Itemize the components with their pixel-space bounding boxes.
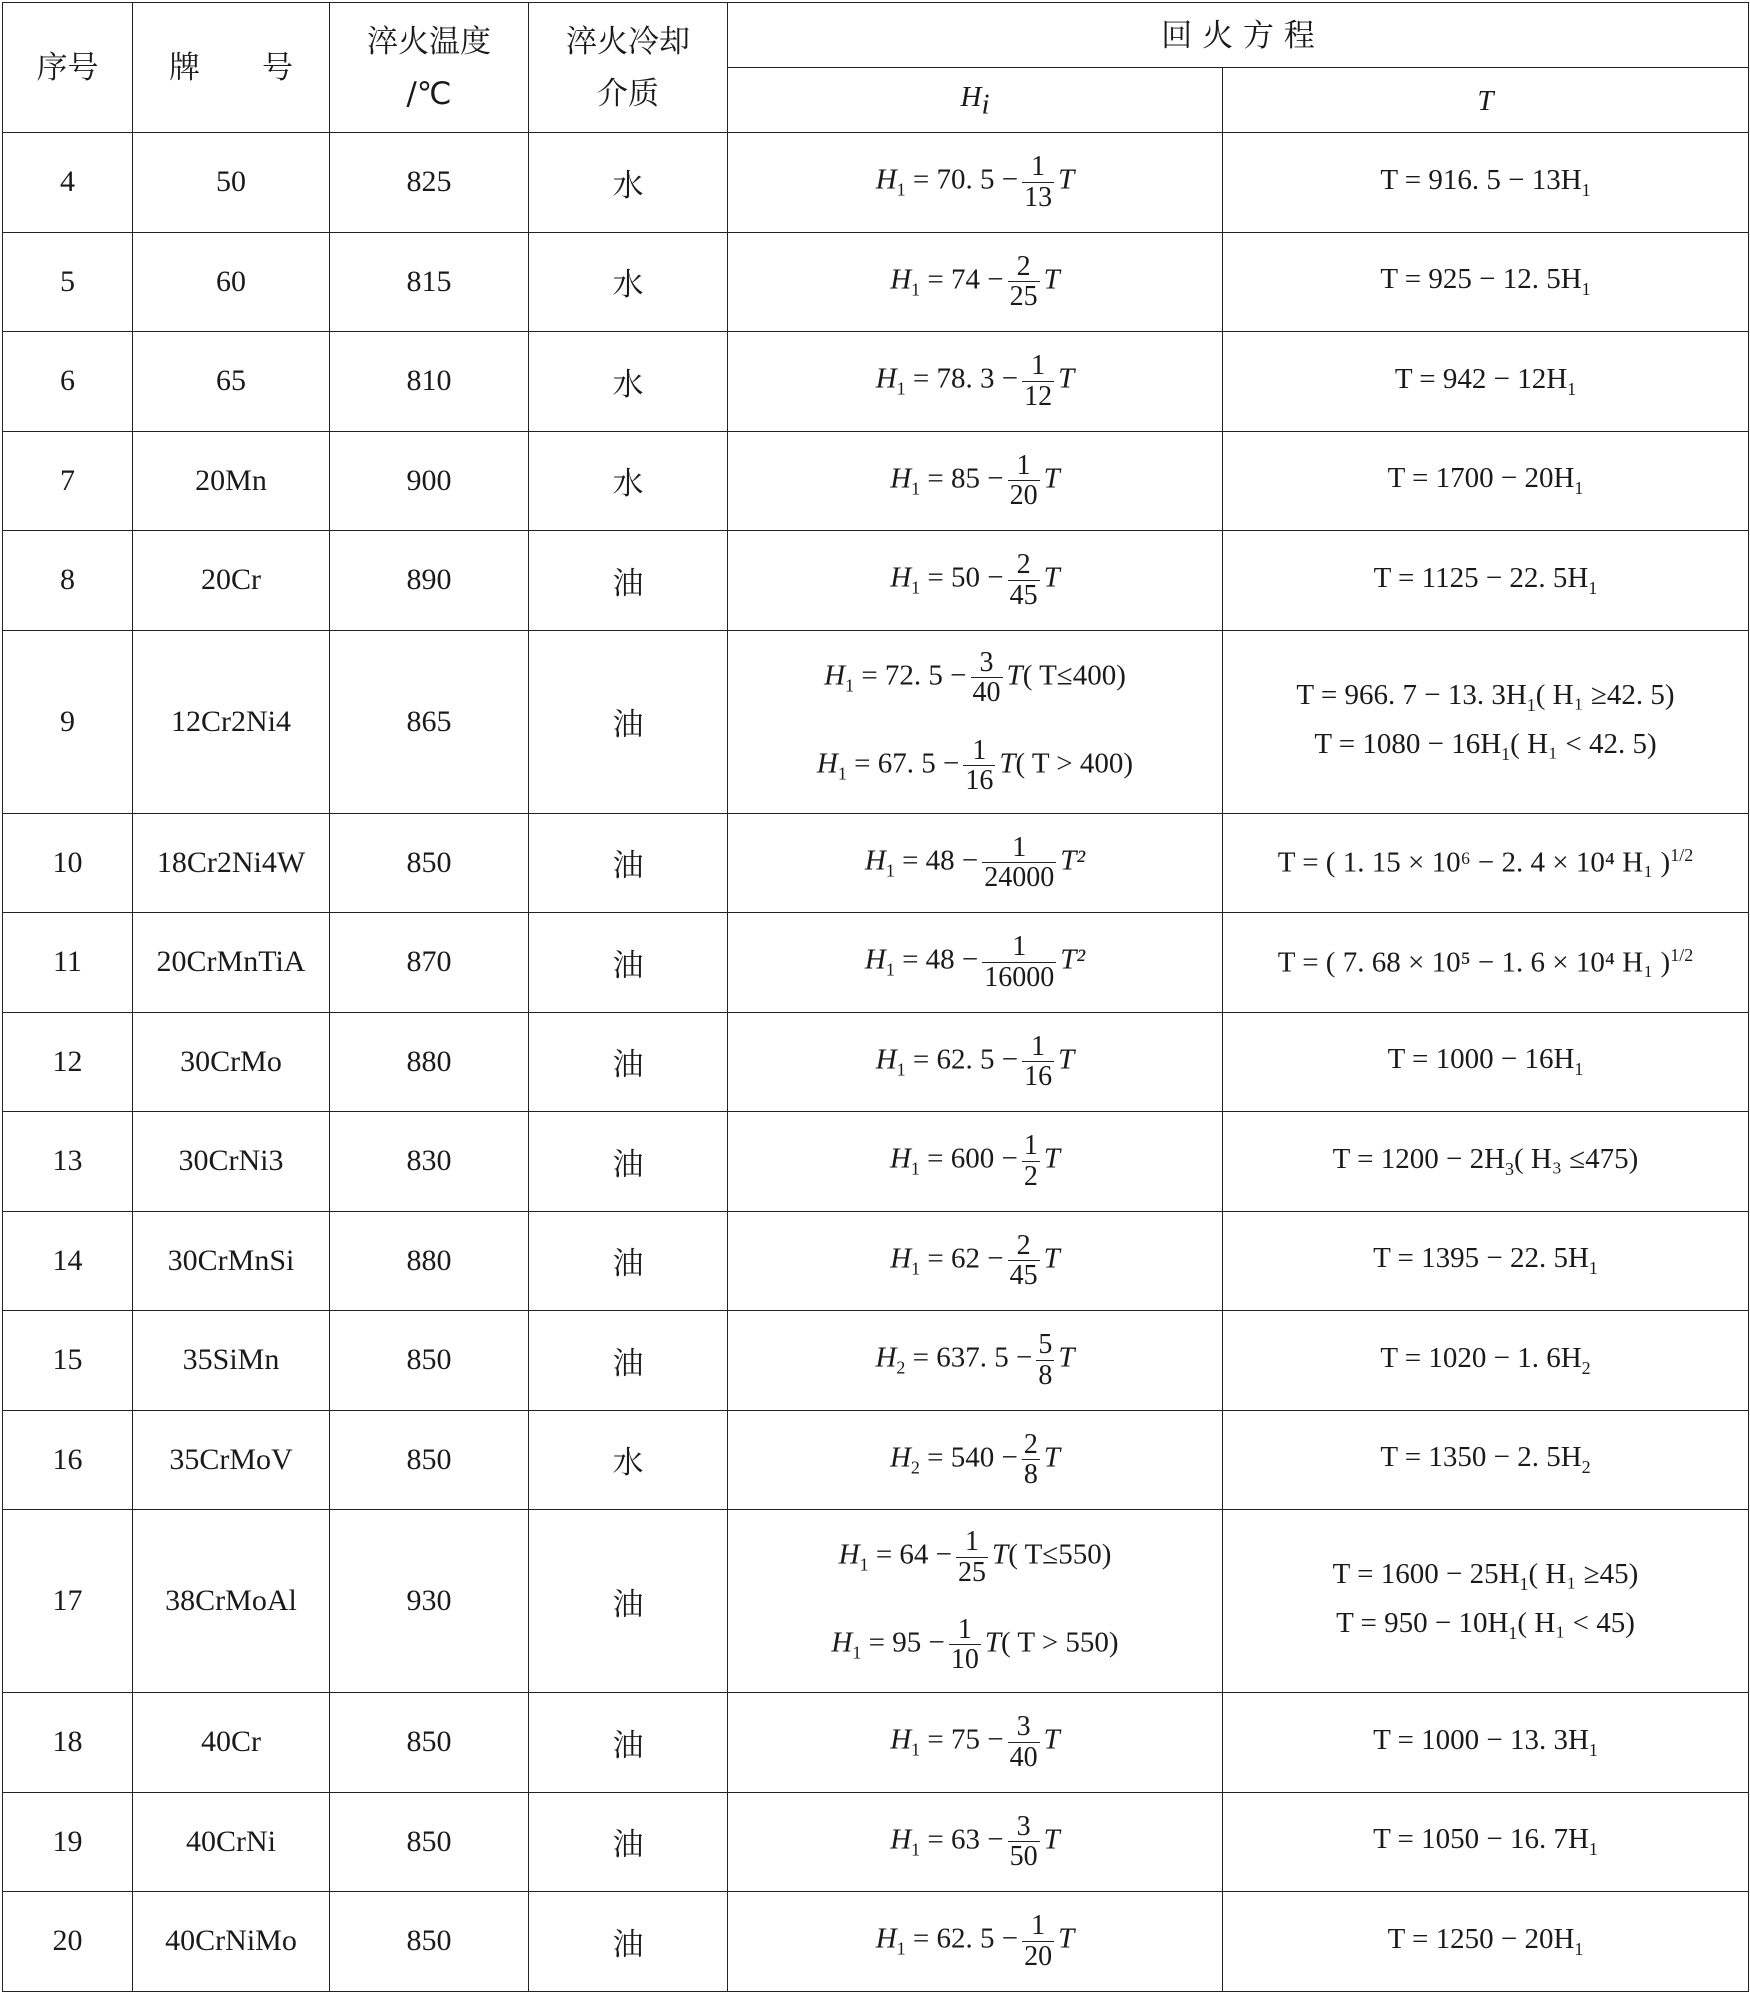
quench-temp-cell bbox=[330, 531, 529, 631]
quench-temp-cell-text: 890 bbox=[406, 563, 452, 597]
header-tempering-equation: 回 火 方 程 bbox=[728, 3, 1749, 68]
t-equation: $T = 1000 - 16H_1$ bbox=[1387, 1043, 1584, 1080]
cooling-medium-cell bbox=[529, 1012, 728, 1112]
cooling-medium-cell bbox=[529, 1792, 728, 1892]
cooling-medium-cell-text: 油 bbox=[612, 1727, 644, 1764]
seq-cell bbox=[3, 1211, 133, 1311]
quench-temp-cell bbox=[330, 332, 529, 432]
hi-equation: $H_1 = 75$ − $\frac{3}{40}$ T bbox=[890, 1711, 1060, 1773]
grade-cell bbox=[133, 630, 330, 813]
t-equation: T = 916. $5 - 13H_1$ bbox=[1380, 163, 1591, 200]
hi-equation: $H_1 = 50$ − $\frac{2}{45}$ T bbox=[890, 549, 1060, 611]
fraction: $\frac{1}{10}$ bbox=[950, 1614, 979, 1676]
hi-equation-cell bbox=[728, 332, 1223, 432]
grade-cell-text: 20CrMnTiA bbox=[156, 945, 306, 979]
cooling-medium-cell-text: 油 bbox=[612, 1047, 644, 1084]
cooling-medium-cell-text: 油 bbox=[612, 707, 644, 743]
quench-temp-cell bbox=[330, 1211, 529, 1311]
t-equation-cell bbox=[1223, 1693, 1749, 1793]
seq-cell bbox=[3, 1311, 133, 1411]
seq-cell bbox=[3, 1792, 133, 1892]
quench-temp-cell bbox=[330, 1311, 529, 1411]
cooling-medium-cell-text: 油 bbox=[612, 1345, 644, 1382]
grade-cell-text: 40CrNi bbox=[186, 1824, 276, 1858]
grade-cell bbox=[133, 1892, 330, 1992]
grade-cell-text: 20Mn bbox=[195, 463, 267, 497]
grade-cell bbox=[133, 531, 330, 631]
cooling-medium-cell-text: 油 bbox=[612, 565, 644, 602]
hi-equation-cell bbox=[728, 1792, 1223, 1892]
cooling-medium-cell bbox=[529, 431, 728, 531]
table-row bbox=[3, 913, 1749, 1013]
quench-temp-cell-text: 825 bbox=[406, 165, 452, 199]
table-row bbox=[3, 1112, 1749, 1212]
cooling-medium-cell-text: 水 bbox=[612, 466, 644, 503]
fraction: $\frac{1}{13}$ bbox=[1024, 151, 1053, 213]
grade-cell-text: 38CrMoAl bbox=[165, 1584, 297, 1617]
seq-cell-text: 19 bbox=[52, 1824, 83, 1858]
grade-cell-text: 50 bbox=[216, 165, 246, 199]
grade-cell-text: 30CrMo bbox=[180, 1044, 282, 1078]
quench-temp-cell-text: 850 bbox=[406, 1924, 452, 1958]
cooling-medium-cell-text: 油 bbox=[612, 947, 644, 984]
quench-temp-cell bbox=[330, 232, 529, 332]
hi-equation-cell bbox=[728, 1410, 1223, 1510]
t-equation-cell bbox=[1223, 332, 1749, 432]
t-equation-cell bbox=[1223, 1311, 1749, 1411]
fraction: $\frac{2}{8}$ bbox=[1023, 1428, 1038, 1491]
seq-cell-text: 17 bbox=[52, 1584, 83, 1617]
seq-cell-text: 18 bbox=[52, 1725, 83, 1759]
quench-temp-cell bbox=[330, 813, 529, 913]
fraction: $\frac{1}{16}$ bbox=[965, 734, 994, 796]
hi-equation: $H_1 = 62$. 5 − $\frac{1}{20}$ T bbox=[875, 1910, 1075, 1972]
cooling-medium-cell-text: 油 bbox=[612, 1926, 644, 1963]
t-equation-cell bbox=[1223, 133, 1749, 233]
fraction: $\frac{2}{25}$ bbox=[1009, 250, 1038, 313]
t-equation: T = 1350 − 2. $5H_2$ bbox=[1380, 1441, 1591, 1478]
hi-equation-cell bbox=[728, 232, 1223, 332]
grade-cell bbox=[133, 1510, 330, 1693]
header-cooling-medium: 淬火冷却 介质 bbox=[529, 3, 728, 133]
quench-temp-cell bbox=[330, 913, 529, 1013]
hi-equation: $H_1 = 85$ − $\frac{1}{20}$ T bbox=[890, 449, 1060, 512]
seq-cell-text: 13 bbox=[52, 1144, 83, 1178]
t-equation: T = 1125 − 22. $5H_1$ bbox=[1373, 561, 1598, 598]
seq-cell bbox=[3, 1510, 133, 1693]
seq-cell-text: 4 bbox=[60, 165, 75, 199]
grade-cell-text: 40CrNiMo bbox=[165, 1924, 297, 1958]
seq-cell bbox=[3, 813, 133, 913]
t-equation-cell bbox=[1223, 1410, 1749, 1510]
cooling-medium-cell-text: 油 bbox=[612, 1827, 644, 1864]
fraction: $\frac{1}{25}$ bbox=[958, 1526, 987, 1588]
cooling-medium-cell-text: 油 bbox=[612, 1246, 644, 1283]
grade-cell bbox=[133, 133, 330, 233]
seq-cell-text: 10 bbox=[52, 845, 83, 879]
grade-cell-text: 40Cr bbox=[201, 1725, 261, 1759]
header-hi: $H_i$ bbox=[728, 68, 1223, 133]
grade-cell bbox=[133, 332, 330, 432]
hi-equation-cell bbox=[728, 1693, 1223, 1793]
table-row bbox=[3, 332, 1749, 432]
table-row bbox=[3, 431, 1749, 531]
hi-equation-cell bbox=[728, 1510, 1223, 1693]
t-equation: T = 1000 − 13. $3H_1$ bbox=[1373, 1723, 1598, 1760]
table-row bbox=[3, 1792, 1749, 1892]
t-equation-cell bbox=[1223, 1510, 1749, 1693]
hi-equation: $H_1 = 48$ − $\frac{1}{16000}$ T² bbox=[864, 931, 1086, 993]
hi-equation-cell bbox=[728, 1211, 1223, 1311]
grade-cell-text: 12Cr2Ni4 bbox=[171, 704, 291, 738]
t-equation: $T = 1700 - 20H_1$ bbox=[1387, 462, 1584, 499]
grade-cell-text: 65 bbox=[216, 364, 246, 398]
table-row bbox=[3, 1012, 1749, 1112]
hi-equation-cell bbox=[728, 1892, 1223, 1992]
t-equation-cell bbox=[1223, 1792, 1749, 1892]
table-row bbox=[3, 1211, 1749, 1311]
grade-cell bbox=[133, 1311, 330, 1411]
cooling-medium-cell bbox=[529, 1510, 728, 1693]
cooling-medium-cell bbox=[529, 1112, 728, 1212]
hi-equation: $H_1 = 63$ − $\frac{3}{50}$ T bbox=[890, 1810, 1060, 1873]
quench-temp-cell bbox=[330, 1012, 529, 1112]
seq-cell bbox=[3, 232, 133, 332]
cooling-medium-cell bbox=[529, 1892, 728, 1992]
fraction: $\frac{2}{45}$ bbox=[1009, 1229, 1038, 1292]
hi-equation-cell bbox=[728, 630, 1223, 813]
table-row bbox=[3, 1693, 1749, 1793]
seq-cell-text: 16 bbox=[52, 1442, 83, 1476]
hi-equation-cell bbox=[728, 133, 1223, 233]
seq-cell-text: 20 bbox=[52, 1924, 83, 1958]
seq-cell bbox=[3, 913, 133, 1013]
quench-temp-cell-text: 880 bbox=[406, 1243, 452, 1277]
hi-equation-cell bbox=[728, 431, 1223, 531]
grade-cell-text: 20Cr bbox=[201, 563, 261, 597]
t-equation: T = ( 1. 15 × 10⁶ − 2. 4 × 10⁴ H₁ )$^{1/2}$ bbox=[1277, 845, 1694, 880]
seq-cell bbox=[3, 1112, 133, 1212]
grade-cell-text: 18Cr2Ni4W bbox=[156, 845, 306, 879]
quench-temp-cell-text: 850 bbox=[406, 1442, 452, 1476]
seq-cell bbox=[3, 1892, 133, 1992]
grade-cell bbox=[133, 1112, 330, 1212]
table-row bbox=[3, 1892, 1749, 1992]
header-quench-temp: 淬火温度 /℃ bbox=[330, 3, 529, 133]
seq-cell-text: 9 bbox=[60, 704, 75, 738]
seq-cell bbox=[3, 531, 133, 631]
t-equation: T = 925 − 12. $5H_1$ bbox=[1380, 263, 1591, 300]
fraction: $\frac{1}{24000}$ bbox=[984, 831, 1055, 894]
seq-cell-text: 6 bbox=[60, 364, 75, 398]
fraction: $\frac{1}{2}$ bbox=[1023, 1130, 1038, 1192]
quench-temp-cell-text: 930 bbox=[406, 1584, 452, 1617]
seq-cell-text: 8 bbox=[60, 563, 75, 597]
grade-cell-text: 60 bbox=[216, 264, 246, 298]
grade-cell bbox=[133, 913, 330, 1013]
seq-cell-text: 11 bbox=[53, 945, 82, 979]
seq-cell bbox=[3, 133, 133, 233]
t-equation: T = ( 7. 68 × 10⁵ − 1. 6 × 10⁴ H₁ )$^{1/2}$ bbox=[1277, 944, 1694, 979]
t-equation-cell bbox=[1223, 431, 1749, 531]
seq-cell-text: 7 bbox=[60, 463, 75, 497]
grade-cell bbox=[133, 1012, 330, 1112]
seq-cell-text: 14 bbox=[52, 1243, 83, 1277]
cooling-medium-cell bbox=[529, 133, 728, 233]
quench-temp-cell-text: 870 bbox=[406, 945, 452, 979]
grade-cell-text: 35SiMn bbox=[182, 1343, 280, 1377]
t-equation: T = 1020 − 1. $6H_2$ bbox=[1380, 1341, 1591, 1378]
cooling-medium-cell-text: 水 bbox=[612, 1445, 644, 1482]
header-seq: 序号 bbox=[3, 3, 133, 133]
hi-equation-cell bbox=[728, 531, 1223, 631]
quench-temp-cell-text: 850 bbox=[406, 845, 452, 879]
grade-cell bbox=[133, 431, 330, 531]
seq-cell bbox=[3, 1410, 133, 1510]
table-row bbox=[3, 813, 1749, 913]
seq-cell bbox=[3, 332, 133, 432]
quench-temp-cell bbox=[330, 1892, 529, 1992]
fraction: $\frac{2}{45}$ bbox=[1009, 549, 1038, 611]
grade-cell-text: 30CrNi3 bbox=[178, 1144, 284, 1178]
grade-cell bbox=[133, 1211, 330, 1311]
t-equation-cell bbox=[1223, 813, 1749, 913]
hi-equation: $H_1 = 64$ − $\frac{1}{25}$ T( T≤550) bbox=[838, 1526, 1112, 1588]
t-equation-cell bbox=[1223, 1892, 1749, 1992]
hi-equation-cell bbox=[728, 913, 1223, 1013]
quench-temp-cell-text: 865 bbox=[406, 704, 452, 738]
t-equation: $T = 1080 - 16H_1$( H₁ < 42. 5) bbox=[1314, 727, 1657, 764]
hi-equation: $H_1 = 62$ − $\frac{2}{45}$ T bbox=[890, 1229, 1060, 1292]
seq-cell-text: 5 bbox=[60, 264, 75, 298]
grade-cell-text: 35CrMoV bbox=[169, 1442, 293, 1476]
cooling-medium-cell-text: 油 bbox=[612, 1146, 644, 1183]
grade-cell bbox=[133, 1693, 330, 1793]
t-equation: T = 1050 − 16. $7H_1$ bbox=[1373, 1823, 1598, 1860]
grade-cell-text: 30CrMnSi bbox=[167, 1243, 295, 1277]
table-row bbox=[3, 232, 1749, 332]
t-equation: T = 966. 7 − 13. $3H_1$( H₁ ≥42. 5) bbox=[1296, 678, 1675, 715]
hi-equation: $H_1 = 62$. 5 − $\frac{1}{16}$ T bbox=[875, 1030, 1075, 1093]
t-equation: T = 1395 − 22. $5H_1$ bbox=[1373, 1242, 1598, 1279]
quench-temp-cell bbox=[330, 1410, 529, 1510]
t-equation-cell bbox=[1223, 630, 1749, 813]
cooling-medium-cell-text: 水 bbox=[612, 267, 644, 304]
cooling-medium-cell-text: 油 bbox=[612, 848, 644, 885]
table-row bbox=[3, 1510, 1749, 1693]
cooling-medium-cell-text: 油 bbox=[612, 1586, 644, 1623]
table-row bbox=[3, 531, 1749, 631]
quench-temp-cell-text: 850 bbox=[406, 1824, 452, 1858]
quench-temp-cell-text: 880 bbox=[406, 1044, 452, 1078]
quench-temp-cell bbox=[330, 1792, 529, 1892]
fraction: $\frac{1}{20}$ bbox=[1024, 1910, 1053, 1972]
cooling-medium-cell-text: 水 bbox=[612, 167, 644, 204]
fraction: $\frac{3}{40}$ bbox=[1009, 1711, 1038, 1773]
t-equation: $T = 1250 - 20H_1$ bbox=[1387, 1922, 1584, 1959]
quench-temp-cell-text: 850 bbox=[406, 1343, 452, 1377]
hi-equation: $H_1 = 78$. 3 − $\frac{1}{12}$ T bbox=[875, 350, 1075, 412]
header-t: T bbox=[1223, 68, 1749, 133]
fraction: $\frac{1}{16}$ bbox=[1024, 1030, 1053, 1093]
grade-cell bbox=[133, 232, 330, 332]
cooling-medium-cell bbox=[529, 1693, 728, 1793]
fraction: $\frac{1}{20}$ bbox=[1009, 449, 1038, 512]
hi-equation: $H_2 = 637$. 5 − $\frac{5}{8}$ T bbox=[875, 1329, 1075, 1391]
quench-temp-cell bbox=[330, 133, 529, 233]
cooling-medium-cell bbox=[529, 1211, 728, 1311]
seq-cell bbox=[3, 1693, 133, 1793]
grade-cell bbox=[133, 1410, 330, 1510]
cooling-medium-cell bbox=[529, 913, 728, 1013]
seq-cell-text: 15 bbox=[52, 1343, 83, 1377]
hi-equation: $H_1 = 74$ − $\frac{2}{25}$ T bbox=[890, 250, 1060, 313]
t-equation-cell bbox=[1223, 232, 1749, 332]
fraction: $\frac{5}{8}$ bbox=[1038, 1329, 1053, 1391]
cooling-medium-cell-text: 水 bbox=[612, 366, 644, 403]
cooling-medium-cell bbox=[529, 630, 728, 813]
t-equation: $T = 1600 - 25H_1$( H₁ ≥45) bbox=[1332, 1558, 1639, 1594]
t-equation-cell bbox=[1223, 913, 1749, 1013]
t-equation: $T = 942 - 12H_1$ bbox=[1394, 362, 1577, 399]
t-equation-cell bbox=[1223, 1012, 1749, 1112]
quench-temp-cell bbox=[330, 1510, 529, 1693]
quench-temp-cell-text: 850 bbox=[406, 1725, 452, 1759]
cooling-medium-cell bbox=[529, 813, 728, 913]
fraction: $\frac{3}{40}$ bbox=[972, 646, 1001, 709]
quench-temp-cell bbox=[330, 1112, 529, 1212]
hi-equation: $H_1 = 48$ − $\frac{1}{24000}$ T² bbox=[864, 831, 1086, 894]
header-grade: 牌 号 bbox=[133, 3, 330, 133]
table-row bbox=[3, 133, 1749, 233]
quench-temp-cell bbox=[330, 1693, 529, 1793]
quench-temp-cell-text: 900 bbox=[406, 463, 452, 497]
grade-cell bbox=[133, 1792, 330, 1892]
grade-cell bbox=[133, 813, 330, 913]
cooling-medium-cell bbox=[529, 332, 728, 432]
quench-temp-cell-text: 810 bbox=[406, 364, 452, 398]
table-row bbox=[3, 1311, 1749, 1411]
t-equation: $T = 1200 - 2H_3$( H₃ ≤475) bbox=[1332, 1142, 1639, 1179]
seq-cell bbox=[3, 431, 133, 531]
t-equation: $T = 950 - 10H_1$( H₁ < 45) bbox=[1336, 1607, 1635, 1643]
t-equation-cell bbox=[1223, 1211, 1749, 1311]
cooling-medium-cell bbox=[529, 232, 728, 332]
cooling-medium-cell bbox=[529, 531, 728, 631]
hi-equation: $H_1 = 70$. 5 − $\frac{1}{13}$ T bbox=[875, 151, 1075, 213]
seq-cell-text: 12 bbox=[52, 1044, 83, 1078]
hi-equation-cell bbox=[728, 1112, 1223, 1212]
hi-equation: $H_2 = 540$ − $\frac{2}{8}$ T bbox=[889, 1428, 1061, 1491]
hi-equation: $H_1 = 72$. 5 − $\frac{3}{40}$ T( T≤400) bbox=[824, 646, 1126, 709]
hi-equation-cell bbox=[728, 813, 1223, 913]
quench-temp-cell bbox=[330, 630, 529, 813]
quench-temp-cell-text: 815 bbox=[406, 264, 452, 298]
cooling-medium-cell bbox=[529, 1311, 728, 1411]
quench-temp-cell-text: 830 bbox=[406, 1144, 452, 1178]
cooling-medium-cell bbox=[529, 1410, 728, 1510]
tempering-equation-table bbox=[2, 2, 1749, 1992]
fraction: $\frac{3}{50}$ bbox=[1009, 1810, 1038, 1873]
hi-equation: $H_1 = 67$. 5 − $\frac{1}{16}$ T( T > 400) bbox=[816, 734, 1134, 796]
hi-equation: $H_1 = 600$ − $\frac{1}{2}$ T bbox=[889, 1130, 1061, 1192]
quench-temp-cell bbox=[330, 431, 529, 531]
fraction: $\frac{1}{16000}$ bbox=[984, 931, 1055, 993]
fraction: $\frac{1}{12}$ bbox=[1024, 350, 1053, 412]
hi-equation-cell bbox=[728, 1311, 1223, 1411]
t-equation-cell bbox=[1223, 1112, 1749, 1212]
table-row bbox=[3, 630, 1749, 813]
t-equation-cell bbox=[1223, 531, 1749, 631]
table-row bbox=[3, 1410, 1749, 1510]
hi-equation-cell bbox=[728, 1012, 1223, 1112]
seq-cell bbox=[3, 630, 133, 813]
hi-equation: $H_1 = 95$ − $\frac{1}{10}$ T( T > 550) bbox=[831, 1614, 1119, 1676]
seq-cell bbox=[3, 1012, 133, 1112]
